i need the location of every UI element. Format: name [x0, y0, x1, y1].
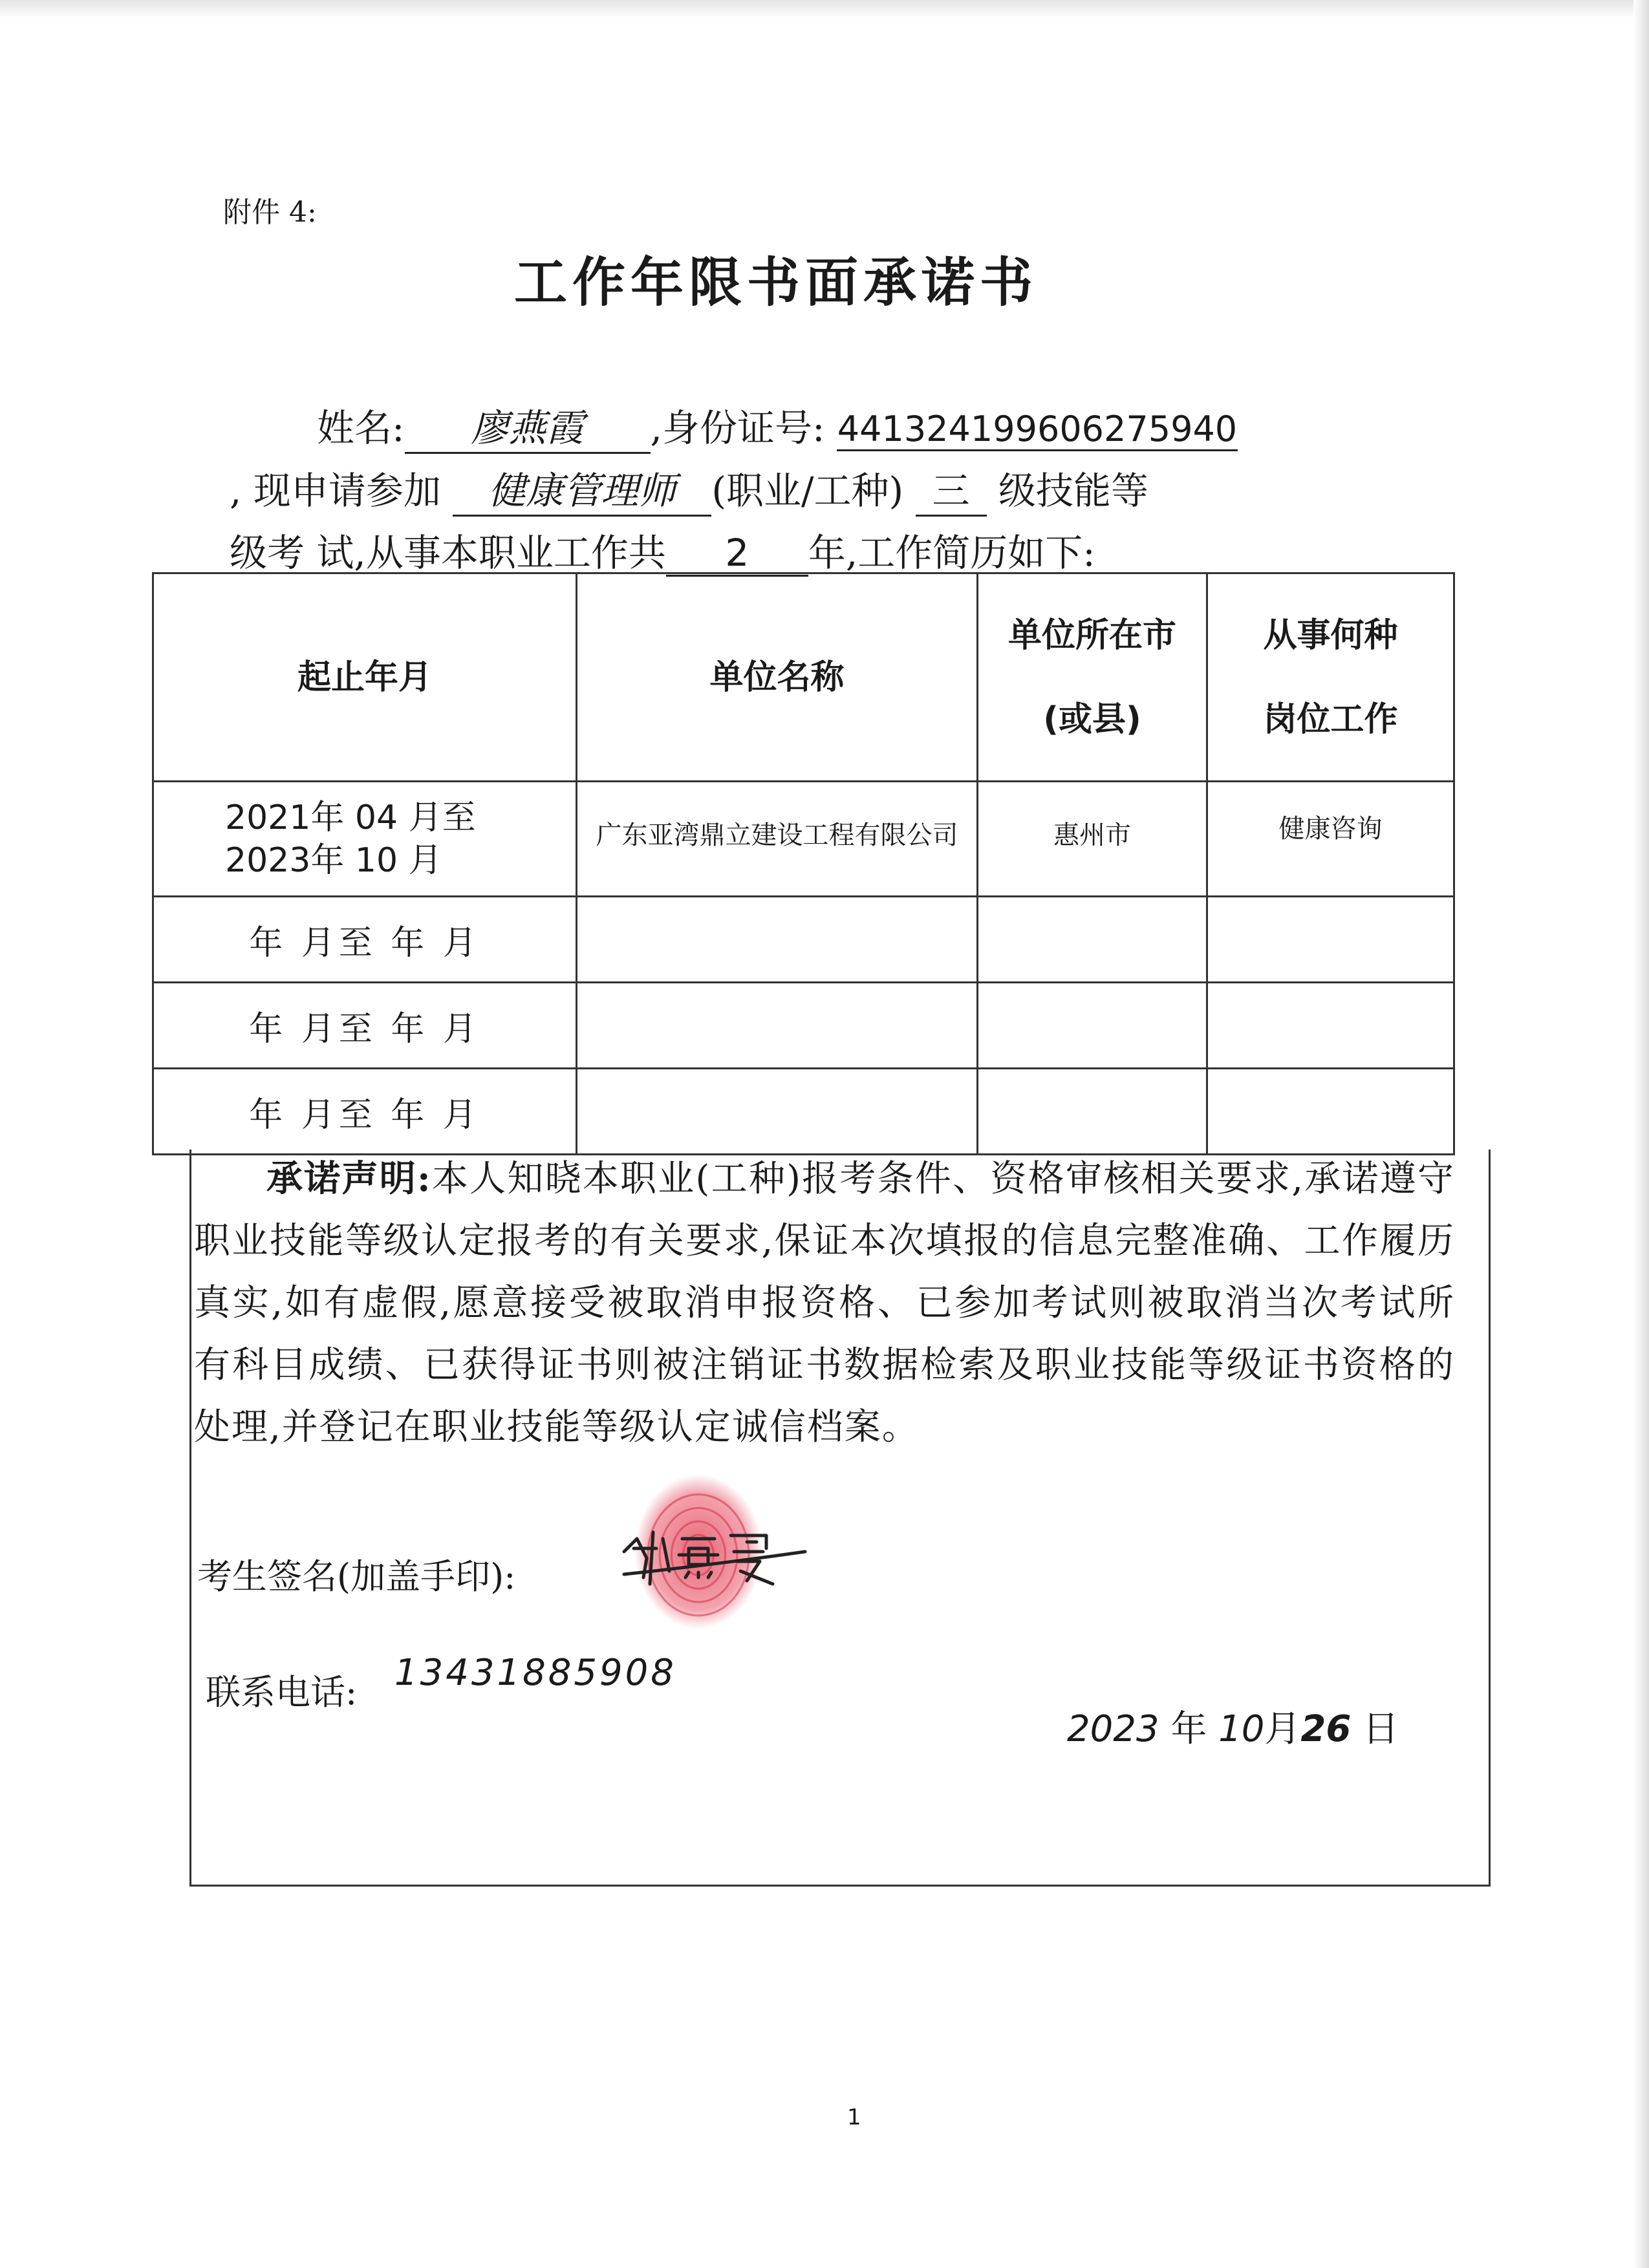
header-position	[1207, 573, 1454, 782]
city-cell[interactable]	[978, 1069, 1207, 1155]
company-cell[interactable]	[577, 983, 978, 1069]
applicant-line-1	[317, 398, 1238, 454]
date-year-unit: 年	[1170, 1708, 1207, 1750]
name-label: 姓名:	[317, 406, 405, 450]
years-suffix: 年,工作简历如下:	[808, 531, 1095, 575]
table-row	[153, 897, 1454, 983]
occupation-field[interactable]: 健康管理师	[453, 460, 711, 517]
applicant-line-2	[230, 460, 1148, 517]
scan-edge-top	[0, 0, 1649, 18]
header-city-line2: (或县)	[1043, 700, 1141, 739]
phone-number[interactable]: 13431885908	[394, 1652, 676, 1694]
work-history-table	[152, 572, 1455, 1155]
city-cell[interactable]: 惠州市	[978, 782, 1207, 897]
header-position-line1: 从事何种	[1263, 615, 1398, 655]
name-field[interactable]: 廖燕霞	[405, 398, 651, 454]
level-field[interactable]: 三	[916, 460, 987, 517]
table-row	[153, 782, 1454, 897]
date-month[interactable]: 10	[1218, 1708, 1265, 1750]
phone-label: 联系电话:	[206, 1672, 358, 1713]
date-month-unit: 月	[1264, 1708, 1301, 1750]
company-cell[interactable]	[577, 897, 978, 983]
table-header-row	[153, 573, 1454, 782]
position-cell[interactable]: 健康咨询	[1207, 782, 1454, 897]
level-suffix: 级技能等	[998, 469, 1149, 513]
id-label: ,身份证号:	[650, 406, 825, 450]
period-cell[interactable]: 年 月至 年 月	[153, 897, 577, 983]
company-cell[interactable]: 广东亚湾鼎立建设工程有限公司	[577, 782, 978, 897]
scan-edge-right	[1633, 0, 1649, 2268]
header-period: 起止年月	[153, 573, 577, 782]
city-cell[interactable]	[978, 983, 1207, 1069]
occupation-suffix: (职业/工种)	[711, 469, 904, 513]
date-year[interactable]: 2023	[1067, 1708, 1159, 1750]
header-position-line2: 岗位工作	[1263, 700, 1398, 739]
position-cell[interactable]	[1207, 1069, 1454, 1155]
company-cell[interactable]	[577, 1069, 978, 1155]
period-cell[interactable]: 年 月至 年 月	[153, 1069, 577, 1155]
position-cell[interactable]	[1207, 983, 1454, 1069]
date-day[interactable]: 26	[1300, 1708, 1352, 1750]
position-cell[interactable]	[1207, 897, 1454, 983]
applicant-line-3	[230, 522, 1095, 577]
date-day-unit: 日	[1363, 1708, 1399, 1750]
handwritten-signature	[618, 1513, 812, 1597]
pledge-heading: 承诺声明:	[266, 1157, 432, 1200]
city-cell[interactable]	[978, 897, 1207, 983]
years-field[interactable]: 2	[666, 531, 808, 577]
table-row	[153, 983, 1454, 1069]
attachment-label: 附件 4:	[223, 196, 317, 229]
id-number-field[interactable]: 441324199606275940	[837, 409, 1238, 451]
apply-prefix: , 现申请参加	[230, 469, 441, 513]
pledge-statement	[194, 1148, 1455, 1459]
page-title: 工作年限书面承诺书	[513, 251, 1038, 314]
signature-label: 考生签名(加盖手印):	[197, 1556, 516, 1597]
exam-prefix: 级考 试,从事本职业工作共	[230, 531, 666, 575]
header-city-line1: 单位所在市	[1008, 615, 1176, 655]
signing-date	[1067, 1700, 1399, 1752]
table-row	[153, 1069, 1454, 1155]
period-cell[interactable]	[153, 782, 577, 897]
period-end: 2023年 10 月	[225, 840, 442, 880]
header-city	[978, 573, 1207, 782]
header-company: 单位名称	[577, 573, 978, 782]
page-number: 1	[847, 2104, 861, 2130]
period-cell[interactable]: 年 月至 年 月	[153, 983, 577, 1069]
pledge-body: 本人知晓本职业(工种)报考条件、资格审核相关要求,承诺遵守职业技能等级认定报考的有关要求,保证本次填报的信息完整准确、工作履历真实,如有虚假,愿意接受被取消申报资格、已参加考试则被取消当次考试所有科目成绩、已获得证书则被注销证书数据检索及职业技能等级证书资格的处理,并登记在职业技能等级认定诚信档案。	[194, 1158, 1456, 1448]
period-start: 2021年 04 月至	[225, 798, 476, 837]
